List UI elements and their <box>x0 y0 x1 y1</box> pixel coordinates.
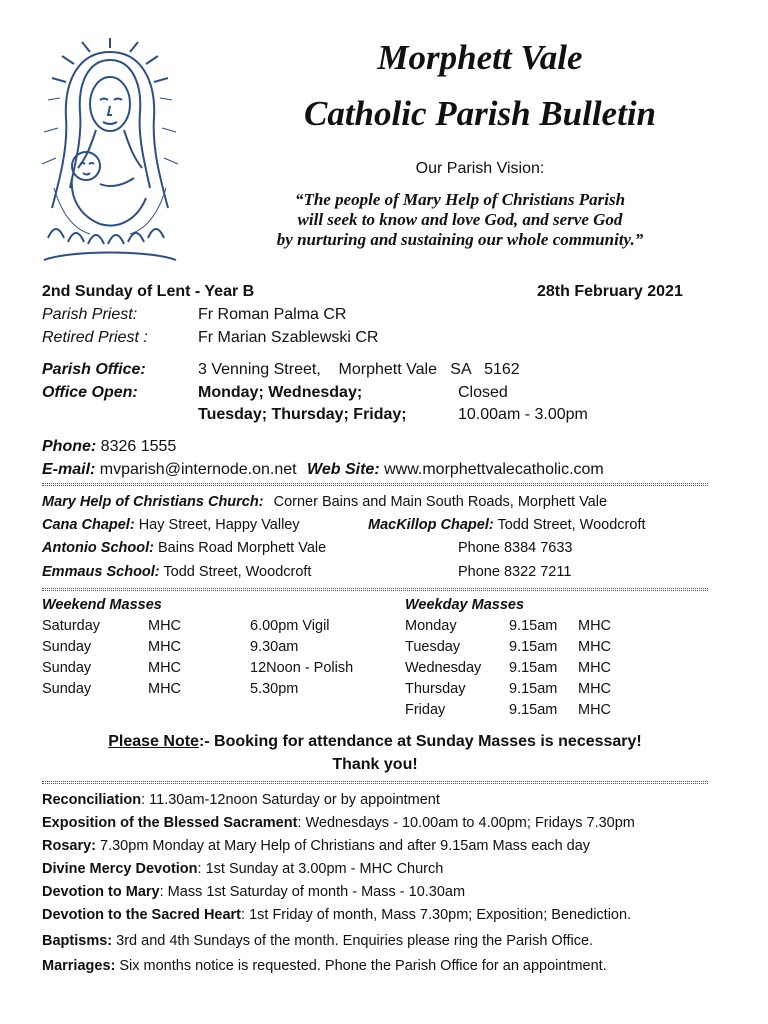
section-divider <box>42 781 708 784</box>
emmaus-school-line <box>42 564 311 580</box>
weekend-place: MHC <box>148 618 182 634</box>
weekend-place: MHC <box>148 660 182 676</box>
weekday-day: Wednesday <box>405 660 482 676</box>
antonio-school-phone: Phone 8384 7633 <box>458 540 573 556</box>
devotion-item <box>42 815 635 831</box>
retired-priest-label: Retired Priest : <box>42 329 148 346</box>
weekend-time: 12Noon - Polish <box>250 660 354 676</box>
weekend-masses-heading: Weekend Masses <box>42 597 162 613</box>
vision-line: “The people of Mary Help of Christians Parish <box>294 190 626 209</box>
devotion-label: Devotion to the Sacred Heart <box>42 907 242 923</box>
weekday-day: Thursday <box>405 681 466 697</box>
phone-number: 8326 1555 <box>100 438 177 455</box>
vision-statement <box>200 190 720 250</box>
section-divider <box>42 588 708 591</box>
devotion-label: Divine Mercy Devotion <box>42 861 198 877</box>
devotion-item <box>42 792 440 808</box>
weekday-place: MHC <box>578 681 612 697</box>
mackillop-chapel-label: MacKillop Chapel: <box>368 517 494 533</box>
weekday-place: MHC <box>578 618 612 634</box>
weekday-place: MHC <box>578 639 612 655</box>
cana-chapel-line <box>42 517 300 533</box>
email-address[interactable]: mvparish@internode.on.net <box>99 461 297 478</box>
devotion-label: Baptisms: <box>42 933 113 949</box>
mhc-church-address: Corner Bains and Main South Roads, Morphett Vale <box>273 494 608 510</box>
notice-thanks: Thank you! <box>332 756 418 773</box>
weekend-time: 9.30am <box>250 639 299 655</box>
devotion-label: Marriages: <box>42 958 116 974</box>
devotion-text: : 1st Friday of month, Mass 7.30pm; Exposition; Benediction. <box>241 907 632 923</box>
contact-line <box>42 461 604 479</box>
bulletin-title-line1: Morphett Vale <box>377 38 583 77</box>
liturgical-sunday: 2nd Sunday of Lent - Year B <box>42 283 255 300</box>
mackillop-chapel-address: Todd Street, Woodcroft <box>497 517 646 533</box>
section-divider <box>42 483 708 486</box>
vision-line: will seek to know and love God, and serve God <box>297 210 623 229</box>
parish-priest: Fr Roman Palma CR <box>198 306 347 323</box>
retired-priest: Fr Marian Szablewski CR <box>198 329 379 346</box>
devotion-item <box>42 861 443 877</box>
devotion-text: : 11.30am-12noon Saturday or by appointment <box>141 792 440 808</box>
office-open-hours: 10.00am - 3.00pm <box>458 406 588 423</box>
weekday-time: 9.15am <box>509 660 558 676</box>
website-label: Web Site: <box>307 461 380 478</box>
weekday-time: 9.15am <box>509 702 558 718</box>
weekend-place: MHC <box>148 681 182 697</box>
devotion-text: 7.30pm Monday at Mary Help of Christians and after 9.15am Mass each day <box>96 838 591 854</box>
devotion-text: 3rd and 4th Sundays of the month. Enquiries please ring the Parish Office. <box>112 933 594 949</box>
emmaus-school-address: Todd Street, Woodcroft <box>163 564 312 580</box>
office-closed-status: Closed <box>458 384 508 401</box>
devotion-item <box>42 838 590 854</box>
mhc-church-line <box>42 494 607 510</box>
devotion-item <box>42 884 465 900</box>
devotion-text: : Wednesdays - 10.00am to 4.00pm; Fridays 7.30pm <box>297 815 635 831</box>
cana-chapel-label: Cana Chapel: <box>42 517 135 533</box>
devotion-label: Exposition of the Blessed Sacrament <box>42 815 298 831</box>
vision-line: by nurturing and sustaining our whole community.” <box>276 230 644 249</box>
emmaus-school-phone: Phone 8322 7211 <box>458 564 572 580</box>
emmaus-school-label: Emmaus School: <box>42 564 160 580</box>
weekday-time: 9.15am <box>509 639 558 655</box>
weekday-place: MHC <box>578 702 612 718</box>
website-url[interactable]: www.morphettvalecatholic.com <box>384 461 604 478</box>
weekend-day: Saturday <box>42 618 101 634</box>
devotion-label: Devotion to Mary <box>42 884 160 900</box>
booking-notice <box>42 733 708 751</box>
cana-chapel-address: Hay Street, Happy Valley <box>138 517 300 533</box>
weekday-masses-heading: Weekday Masses <box>405 597 525 613</box>
email-label: E-mail: <box>42 461 96 478</box>
vision-heading: Our Parish Vision: <box>415 160 545 177</box>
weekend-day: Sunday <box>42 639 92 655</box>
weekend-time: 5.30pm <box>250 681 299 697</box>
parish-office-label: Parish Office: <box>42 361 146 378</box>
weekday-time: 9.15am <box>509 618 558 634</box>
devotion-label: Reconciliation <box>42 792 142 808</box>
mhc-church-label: Mary Help of Christians Church: <box>42 494 264 510</box>
devotion-text: Six months notice is requested. Phone the Parish Office for an appointment. <box>115 958 607 974</box>
parish-office-address: 3 Venning Street, Morphett Vale SA 5162 <box>198 361 520 378</box>
weekend-day: Sunday <box>42 660 92 676</box>
weekday-place: MHC <box>578 660 612 676</box>
devotion-item <box>42 933 593 949</box>
weekend-time: 6.00pm Vigil <box>250 618 330 634</box>
notice-label: Please Note <box>108 733 199 750</box>
devotion-item <box>42 958 607 974</box>
weekday-day: Friday <box>405 702 446 718</box>
devotion-item <box>42 907 631 923</box>
devotion-text: : Mass 1st Saturday of month - Mass - 10.30am <box>159 884 466 900</box>
antonio-school-address: Bains Road Morphett Vale <box>157 540 327 556</box>
weekday-day: Monday <box>405 618 457 634</box>
office-open-label: Office Open: <box>42 384 138 401</box>
weekend-day: Sunday <box>42 681 92 697</box>
bulletin-date: 28th February 2021 <box>537 283 683 300</box>
office-closed-days: Monday; Wednesday; <box>198 384 363 401</box>
phone-line <box>42 438 176 456</box>
notice-text: :- Booking for attendance at Sunday Masses is necessary! <box>198 733 642 750</box>
weekday-time: 9.15am <box>509 681 558 697</box>
madonna-and-child-illustration <box>30 38 190 270</box>
weekday-day: Tuesday <box>405 639 461 655</box>
devotion-label: Rosary: <box>42 838 96 854</box>
antonio-school-line <box>42 540 326 556</box>
phone-label: Phone: <box>42 438 97 455</box>
antonio-school-label: Antonio School: <box>42 540 154 556</box>
devotion-text: : 1st Sunday at 3.00pm - MHC Church <box>197 861 444 877</box>
office-open-days: Tuesday; Thursday; Friday; <box>198 406 407 423</box>
bulletin-title-line2: Catholic Parish Bulletin <box>303 94 657 133</box>
mackillop-chapel-line <box>368 517 646 533</box>
parish-priest-label: Parish Priest: <box>42 306 138 323</box>
weekend-place: MHC <box>148 639 182 655</box>
